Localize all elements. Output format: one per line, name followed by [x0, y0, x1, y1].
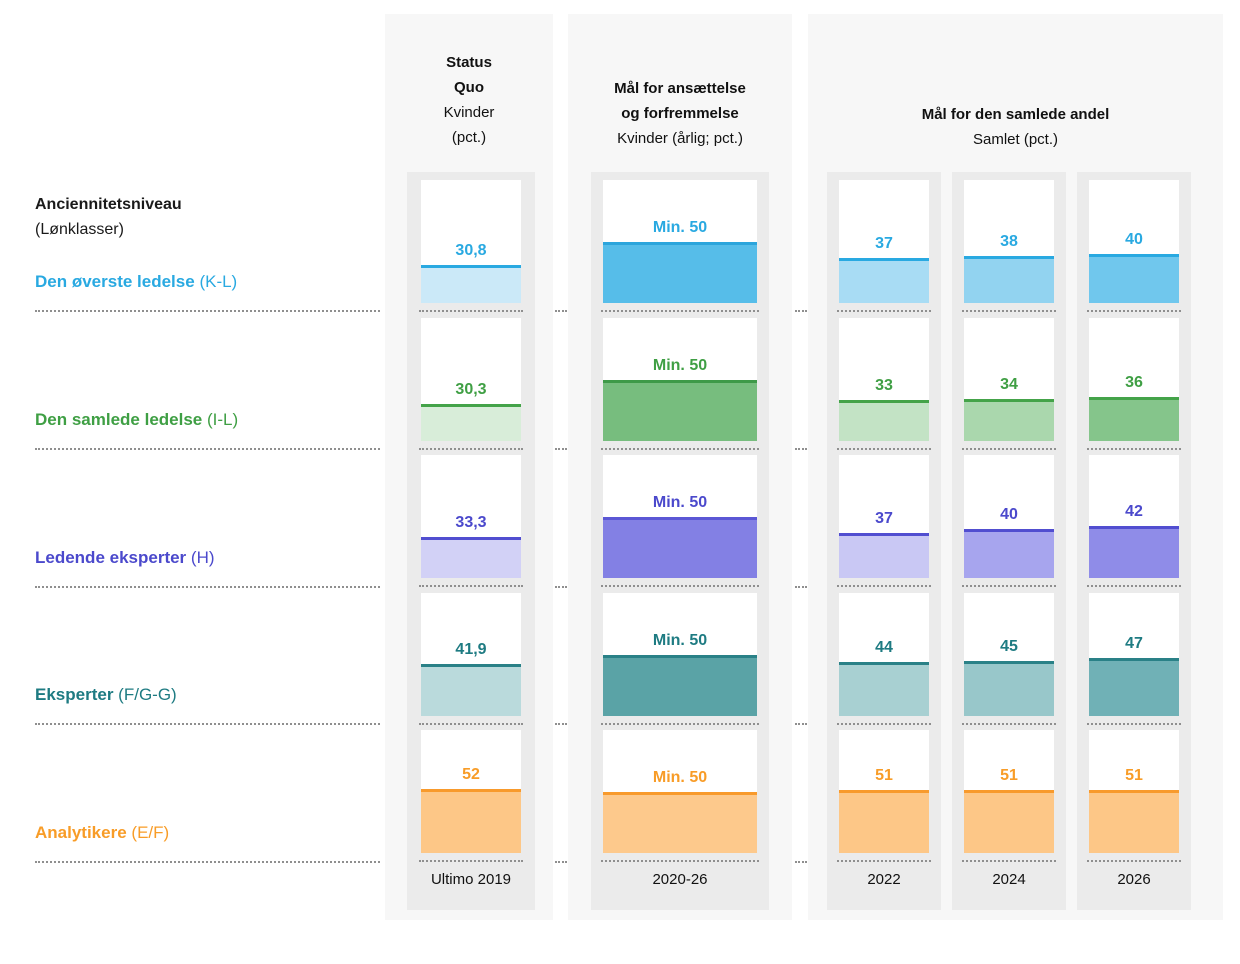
row-label-text: Eksperter: [35, 685, 114, 704]
bar-value: 52: [462, 766, 480, 784]
bar-value: 51: [1000, 767, 1018, 785]
row-separator-gap: [555, 723, 567, 725]
bar-value: 38: [1000, 233, 1018, 251]
bar: [421, 265, 521, 303]
hiring-target-header: [568, 76, 792, 151]
row-separator: [35, 723, 380, 725]
bar-cell-row1-target: [603, 318, 757, 441]
bar-value: 42: [1125, 503, 1143, 521]
row-label-experts: [35, 685, 380, 705]
bar: [1089, 658, 1179, 716]
bar: [421, 537, 521, 578]
row-label-text: Den samlede ledelse: [35, 410, 203, 429]
bar-cell-row2-status-quo: [421, 455, 521, 578]
row-separator-gap: [555, 310, 567, 312]
footer-2026: 2026: [1117, 871, 1151, 888]
bar-value: Min. 50: [652, 631, 708, 649]
bar: [603, 792, 757, 854]
footer-2024: 2024: [992, 871, 1026, 888]
header-line: Mål for den samlede andel: [921, 106, 1110, 123]
bar: [839, 790, 929, 853]
bar-cell-row1-2022: [839, 318, 929, 441]
bar-value: 37: [875, 509, 893, 527]
header-line: Samlet (pct.): [972, 131, 1059, 148]
bar-cell-row1-status-quo: [421, 318, 521, 441]
bar-cell-row0-2022: [839, 180, 929, 303]
bar: [603, 517, 757, 579]
bar-value: 33,3: [455, 514, 487, 532]
bar-value: 47: [1125, 635, 1143, 653]
bar-cell-row0-status-quo: [421, 180, 521, 303]
row-separator-gap: [795, 586, 807, 588]
row-label-overall-management: [35, 410, 380, 430]
bar-cell-row2-2024: [964, 455, 1054, 578]
bar-value: Min. 50: [652, 768, 708, 786]
row-label-text: Den øverste ledelse: [35, 272, 195, 291]
bar-value: 30,3: [455, 380, 487, 398]
bar-value: 34: [1000, 376, 1018, 394]
bar-cell-row3-2026: [1089, 593, 1179, 716]
bar-value: Min. 50: [652, 493, 708, 511]
row-separator-gap: [795, 448, 807, 450]
footer-ultimo-2019: Ultimo 2019: [430, 871, 512, 888]
bar-value: 37: [875, 234, 893, 252]
row-label-paren: (H): [190, 548, 215, 567]
bar-cell-row4-2024: [964, 730, 1054, 853]
axis-title: Anciennitetsniveau: [35, 196, 182, 213]
status-quo-header: [385, 50, 553, 150]
bar-value: 41,9: [455, 641, 487, 659]
bar: [421, 664, 521, 716]
header-line: Status: [446, 54, 492, 71]
bar: [839, 662, 929, 716]
row-separator-gap: [555, 586, 567, 588]
bar: [964, 661, 1054, 716]
bar: [421, 404, 521, 441]
bar-value: 51: [1125, 767, 1143, 785]
row-label-paren: (K-L): [199, 272, 238, 291]
row-label-top-management: [35, 272, 380, 292]
row-separator: [35, 448, 380, 450]
bar: [1089, 254, 1179, 303]
bar-cell-row1-2024: [964, 318, 1054, 441]
bar-value: 36: [1125, 373, 1143, 391]
bar-value: Min. 50: [652, 356, 708, 374]
bar: [839, 400, 929, 441]
row-label-paren: (F/G-G): [118, 685, 177, 704]
row-label-analysts: [35, 823, 380, 843]
header-line: (pct.): [451, 129, 487, 146]
row-separator-gap: [795, 861, 807, 863]
row-separator-gap: [795, 310, 807, 312]
bar-cell-row2-2026: [1089, 455, 1179, 578]
bar-value: 51: [875, 767, 893, 785]
row-separator-gap: [795, 723, 807, 725]
bar: [603, 242, 757, 304]
bar-cell-row2-2022: [839, 455, 929, 578]
bar: [603, 380, 757, 442]
row-separator-gap: [555, 861, 567, 863]
bar-cell-row0-target: [603, 180, 757, 303]
bar-value: 40: [1000, 505, 1018, 523]
bar-cell-row0-2026: [1089, 180, 1179, 303]
header-line: Kvinder: [443, 104, 495, 121]
total-target-header: [808, 102, 1223, 152]
bar-cell-row0-2024: [964, 180, 1054, 303]
row-label-leading-experts: [35, 548, 380, 568]
row-label-paren: (I-L): [207, 410, 239, 429]
bar: [1089, 526, 1179, 578]
bar-value: 45: [1000, 637, 1018, 655]
header-line: Mål for ansættelse: [614, 80, 746, 97]
bar-cell-row1-2026: [1089, 318, 1179, 441]
bar: [964, 256, 1054, 303]
bar: [603, 655, 757, 717]
bar-value: Min. 50: [652, 218, 708, 236]
bar-value: 40: [1125, 230, 1143, 248]
row-separator-gap: [555, 448, 567, 450]
bar: [964, 529, 1054, 578]
bar-cell-row4-status-quo: [421, 730, 521, 853]
bar-cell-row3-2024: [964, 593, 1054, 716]
axis-subtitle: (Lønklasser): [35, 221, 124, 238]
bar-cell-row3-2022: [839, 593, 929, 716]
row-label-text: Ledende eksperter: [35, 548, 187, 567]
bar-cell-row4-2022: [839, 730, 929, 853]
bar-cell-row4-target: [603, 730, 757, 853]
footer-2020-26: 2020-26: [652, 871, 708, 888]
bar-value: 33: [875, 377, 893, 395]
bar-cell-row4-2026: [1089, 730, 1179, 853]
row-label-paren: (E/F): [131, 823, 170, 842]
bar: [1089, 790, 1179, 853]
header-line: Quo: [454, 79, 484, 96]
bar-cell-row2-target: [603, 455, 757, 578]
row-separator: [35, 586, 380, 588]
bar: [839, 533, 929, 579]
header-line: og forfremmelse: [621, 105, 739, 122]
bar-value: 44: [875, 638, 893, 656]
bar: [421, 789, 521, 853]
footer-2022: 2022: [867, 871, 901, 888]
bar: [1089, 397, 1179, 441]
bar: [839, 258, 929, 304]
bar-value: 30,8: [455, 242, 487, 260]
bar: [964, 399, 1054, 441]
bar-cell-row3-target: [603, 593, 757, 716]
row-label-text: Analytikere: [35, 823, 127, 842]
row-separator: [35, 861, 380, 863]
bar-cell-row3-status-quo: [421, 593, 521, 716]
bar: [964, 790, 1054, 853]
row-separator: [35, 310, 380, 312]
header-line: Kvinder (årlig; pct.): [617, 130, 743, 147]
